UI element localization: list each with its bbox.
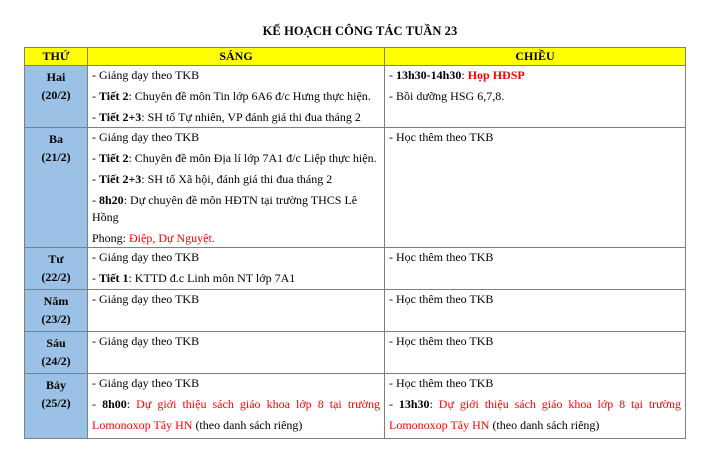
- line-time-label: 8h00: [102, 397, 127, 411]
- schedule-line: [389, 417, 681, 434]
- line-text: : SH tổ Tự nhiên, VP đánh giá thi đua tháng 2: [141, 110, 361, 124]
- line-text: : SH tổ Xã hội, đánh giá thi đua tháng 2: [141, 172, 333, 186]
- line-text: :: [126, 397, 137, 411]
- afternoon-cell: [385, 332, 686, 374]
- day-name: Hai: [46, 70, 66, 84]
- afternoon-cell: [385, 290, 686, 332]
- schedule-line: [389, 291, 681, 308]
- schedule-line: [389, 396, 681, 413]
- line-text: : Chuyên đề môn Tin lớp 6A6 đ/c Hưng thực hiện.: [128, 89, 371, 103]
- line-text: : Chuyên đề môn Địa lí lớp 7A1 đ/c Liệp thực hiện.: [128, 151, 377, 165]
- line-prefix: -: [389, 397, 399, 411]
- day-cell: [25, 248, 88, 290]
- schedule-line: [92, 270, 380, 287]
- schedule-line: [92, 249, 380, 266]
- day-cell: [25, 332, 88, 374]
- line-prefix: -: [92, 151, 99, 165]
- line-highlight-bold: Họp HĐSP: [467, 68, 525, 82]
- afternoon-cell: [385, 374, 686, 439]
- line-text: : Dự chuyên đề môn HĐTN tại trường THCS Lê Hồng: [92, 193, 358, 224]
- schedule-line: [389, 375, 681, 392]
- day-cell: [25, 374, 88, 439]
- page-title: KẾ HOẠCH CÔNG TÁC TUẦN 23: [262, 24, 458, 38]
- plan-body: [25, 66, 686, 439]
- schedule-line: [92, 109, 380, 126]
- schedule-line: [92, 67, 380, 84]
- line-text: - Giảng dạy theo TKB: [92, 250, 200, 264]
- schedule-line: [389, 88, 681, 105]
- line-prefix: -: [92, 397, 103, 411]
- header-afternoon: CHIỀU: [385, 48, 686, 66]
- schedule-line: [92, 150, 380, 167]
- line-text: - Giảng dạy theo TKB: [92, 130, 200, 144]
- morning-cell: [88, 66, 385, 128]
- line-time-label: Tiết 1: [99, 271, 129, 285]
- line-text: - Giảng dạy theo TKB: [92, 334, 200, 348]
- schedule-line: [389, 129, 681, 146]
- line-time-label: 13h30-14h30: [396, 68, 462, 82]
- line-highlight: Lomonoxop Tây HN: [389, 418, 490, 432]
- line-text: - Học thêm theo TKB: [389, 250, 494, 264]
- header-morning: SÁNG: [88, 48, 385, 66]
- day-cell: [25, 290, 88, 332]
- line-text: - Giảng dạy theo TKB: [92, 68, 200, 82]
- day-row: [25, 66, 686, 128]
- line-note: (theo danh sách riêng): [489, 418, 600, 432]
- afternoon-cell: [385, 128, 686, 248]
- day-date: (24/2): [41, 354, 71, 368]
- line-text: :: [461, 68, 468, 82]
- header-day: THỨ: [25, 48, 88, 66]
- afternoon-cell: [385, 248, 686, 290]
- line-text: - Giảng dạy theo TKB: [92, 376, 200, 390]
- schedule-line: [92, 192, 380, 226]
- line-text: - Học thêm theo TKB: [389, 130, 494, 144]
- line-highlight: Dự giới thiệu sách giáo khoa lớp 8 tại trường: [438, 397, 681, 411]
- day-date: (25/2): [41, 396, 71, 410]
- morning-cell: [88, 374, 385, 439]
- line-note: (theo danh sách riêng): [192, 418, 303, 432]
- line-time-label: Tiết 2: [99, 89, 129, 103]
- day-row: [25, 248, 686, 290]
- morning-cell: [88, 290, 385, 332]
- line-text: - Bồi dưỡng HSG 6,7,8.: [389, 89, 505, 103]
- day-name: Năm: [43, 294, 69, 308]
- line-prefix: -: [92, 193, 99, 207]
- line-time-label: Tiết 2: [99, 151, 129, 165]
- line-highlight: Điệp, Dự Nguyệt.: [129, 231, 215, 245]
- schedule-line: [92, 375, 380, 392]
- line-prefix: -: [389, 68, 396, 82]
- line-time-label: 8h20: [99, 193, 124, 207]
- day-name: Tư: [48, 252, 64, 266]
- day-date: (23/2): [41, 312, 71, 326]
- schedule-line: [92, 129, 380, 146]
- day-cell: [25, 128, 88, 248]
- schedule-line: [389, 67, 681, 84]
- schedule-line: [389, 249, 681, 266]
- line-time-label: Tiết 2+3: [99, 110, 142, 124]
- schedule-line: [92, 171, 380, 188]
- line-prefix: -: [92, 271, 99, 285]
- afternoon-cell: [385, 66, 686, 128]
- line-time-label: Tiết 2+3: [99, 172, 142, 186]
- morning-cell: [88, 128, 385, 248]
- line-text: Phong:: [92, 231, 130, 245]
- day-row: [25, 290, 686, 332]
- line-highlight: Dự giới thiệu sách giáo khoa lớp 8 tại trường: [136, 397, 381, 411]
- schedule-line: [92, 230, 380, 247]
- day-date: (21/2): [41, 150, 71, 164]
- schedule-line: [92, 417, 380, 434]
- line-prefix: -: [92, 110, 99, 124]
- day-row: [25, 374, 686, 439]
- line-text: : KTTD đ.c Linh môn NT lớp 7A1: [128, 271, 296, 285]
- day-row: [25, 128, 686, 248]
- day-name: Sáu: [46, 336, 66, 350]
- header-row: [25, 48, 686, 66]
- day-date: (20/2): [41, 88, 71, 102]
- line-text: :: [429, 397, 439, 411]
- line-text: - Học thêm theo TKB: [389, 376, 494, 390]
- line-time-label: 13h30: [398, 397, 430, 411]
- day-date: (22/2): [41, 270, 71, 284]
- day-row: [25, 332, 686, 374]
- morning-cell: [88, 332, 385, 374]
- day-name: Bảy: [45, 378, 66, 392]
- schedule-line: [92, 291, 380, 308]
- schedule-line: [92, 333, 380, 350]
- weekly-plan-table: [24, 47, 686, 439]
- line-text: - Học thêm theo TKB: [389, 334, 494, 348]
- line-prefix: -: [92, 172, 99, 186]
- line-highlight: Lomonoxop Tây HN: [92, 418, 193, 432]
- schedule-line: [92, 396, 380, 413]
- schedule-line: [389, 333, 681, 350]
- line-prefix: -: [92, 89, 99, 103]
- schedule-line: [92, 88, 380, 105]
- line-text: - Giảng dạy theo TKB: [92, 292, 200, 306]
- morning-cell: [88, 248, 385, 290]
- line-text: - Học thêm theo TKB: [389, 292, 494, 306]
- day-name: Ba: [48, 132, 63, 146]
- day-cell: [25, 66, 88, 128]
